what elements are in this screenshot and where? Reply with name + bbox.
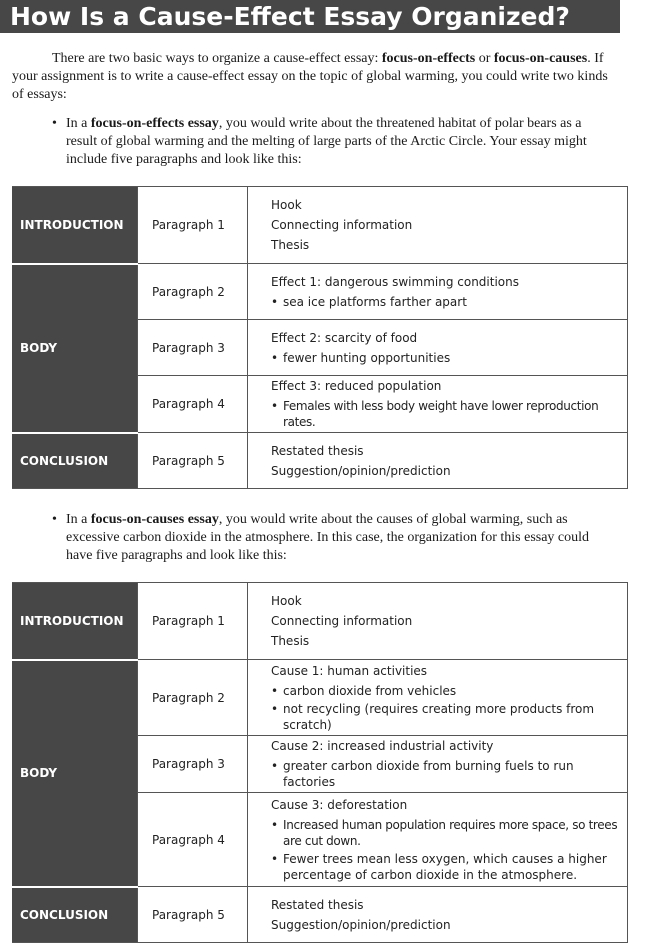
paragraph-label: Paragraph 3 xyxy=(138,736,248,793)
paragraph-content xyxy=(248,187,628,264)
table-row xyxy=(12,433,628,489)
content-line: Hook xyxy=(271,198,302,212)
content-bullet: • Increased human population requires more space, so trees are cut down. xyxy=(271,817,621,849)
content-line: Suggestion/opinion/prediction xyxy=(271,917,451,932)
content-line: Thesis xyxy=(271,634,310,648)
intro-term-effects: focus-on-effects xyxy=(381,51,476,66)
table-row xyxy=(12,187,628,264)
section-label: BODY xyxy=(12,660,138,887)
section-label: INTRODUCTION xyxy=(12,187,138,264)
paragraph-content xyxy=(248,793,628,887)
table-row xyxy=(12,887,628,943)
content-line: Restated thesis xyxy=(271,443,364,458)
bullet-effects-term: focus-on-effects essay xyxy=(90,116,219,131)
paragraph-content xyxy=(248,736,628,793)
table-row xyxy=(12,660,628,736)
paragraph-content xyxy=(248,376,628,433)
bullet-causes-pre: In a xyxy=(66,512,91,527)
bullet-causes-term: focus-on-causes essay xyxy=(90,512,219,527)
paragraph-label: Paragraph 1 xyxy=(138,187,248,264)
paragraph-content xyxy=(248,887,628,943)
paragraph-label: Paragraph 5 xyxy=(138,887,248,943)
section-label: CONCLUSION xyxy=(12,433,138,489)
section-label: INTRODUCTION xyxy=(12,583,138,660)
bullet-dot: • xyxy=(52,512,57,527)
content-bullet: • greater carbon dioxide from burning fuels to run factories xyxy=(271,758,621,790)
content-bullet: • not recycling (requires creating more products from scratch) xyxy=(271,701,621,733)
intro-paragraph xyxy=(12,50,612,104)
content-bullet: • fewer hunting opportunities xyxy=(271,350,621,366)
content-heading: Cause 3: deforestation xyxy=(271,797,408,812)
paragraph-label: Paragraph 5 xyxy=(138,433,248,489)
content-line: Restated thesis xyxy=(271,897,364,912)
paragraph-label: Paragraph 4 xyxy=(138,376,248,433)
content-heading: Cause 1: human activities xyxy=(271,663,428,678)
table-row xyxy=(12,583,628,660)
content-heading: Effect 2: scarcity of food xyxy=(271,330,418,345)
content-bullet: • sea ice platforms farther apart xyxy=(271,294,621,310)
paragraph-content xyxy=(248,583,628,660)
table-row xyxy=(12,264,628,320)
content-line: Hook xyxy=(271,594,302,608)
bullet-causes-post: , you would write about the causes of global warming, such as excessive carbon dioxide in the atmosphere. In this case, the organization for this essay could have five paragraphs and look like this: xyxy=(66,512,590,563)
intro-term-causes: focus-on-causes xyxy=(493,51,588,66)
paragraph-label: Paragraph 3 xyxy=(138,320,248,376)
paragraph-content xyxy=(248,320,628,376)
page-title: How Is a Cause-Effect Essay Organized? xyxy=(0,0,620,33)
bullet-effects-pre: In a xyxy=(66,116,91,131)
paragraph-content xyxy=(248,264,628,320)
content-heading: Cause 2: increased industrial activity xyxy=(271,739,494,753)
content-line: Suggestion/opinion/prediction xyxy=(271,463,451,478)
bullet-dot: • xyxy=(52,116,57,131)
content-heading: Effect 1: dangerous swimming conditions xyxy=(271,274,519,289)
bullet-effects-post: , you would write about the threatened habitat of polar bears as a result of global warming and the melting of large parts of the Arctic Circle. Your essay might include five paragraphs and look like this: xyxy=(66,116,587,167)
paragraph-label: Paragraph 4 xyxy=(138,793,248,887)
content-line: Connecting information xyxy=(271,614,413,628)
intro-text-3: . If your assignment is to write a cause-effect essay on the topic of global warming, you could write two kinds of essays: xyxy=(12,51,608,102)
paragraph-label: Paragraph 2 xyxy=(138,264,248,320)
bullet-causes-essay xyxy=(52,511,616,565)
section-label: BODY xyxy=(12,264,138,433)
paragraph-content xyxy=(248,433,628,489)
paragraph-label: Paragraph 1 xyxy=(138,583,248,660)
paragraph-content xyxy=(248,660,628,736)
paragraph-label: Paragraph 2 xyxy=(138,660,248,736)
content-heading: Effect 3: reduced population xyxy=(271,379,442,393)
content-bullet: • carbon dioxide from vehicles xyxy=(271,683,621,699)
section-label: CONCLUSION xyxy=(12,887,138,943)
intro-text-1: There are two basic ways to organize a cause-effect essay: xyxy=(52,51,382,66)
content-bullet: • Fewer trees mean less oxygen, which causes a higher percentage of carbon dioxide in the atmosphere. xyxy=(271,851,621,883)
content-line: Thesis xyxy=(271,238,310,252)
bullet-effects-essay xyxy=(52,115,616,169)
causes-organization-table xyxy=(12,582,628,943)
intro-text-2: or xyxy=(475,51,494,66)
content-bullet: • Females with less body weight have lower reproduction rates. xyxy=(271,398,621,430)
effects-organization-table xyxy=(12,186,628,489)
content-line: Connecting information xyxy=(271,218,413,232)
